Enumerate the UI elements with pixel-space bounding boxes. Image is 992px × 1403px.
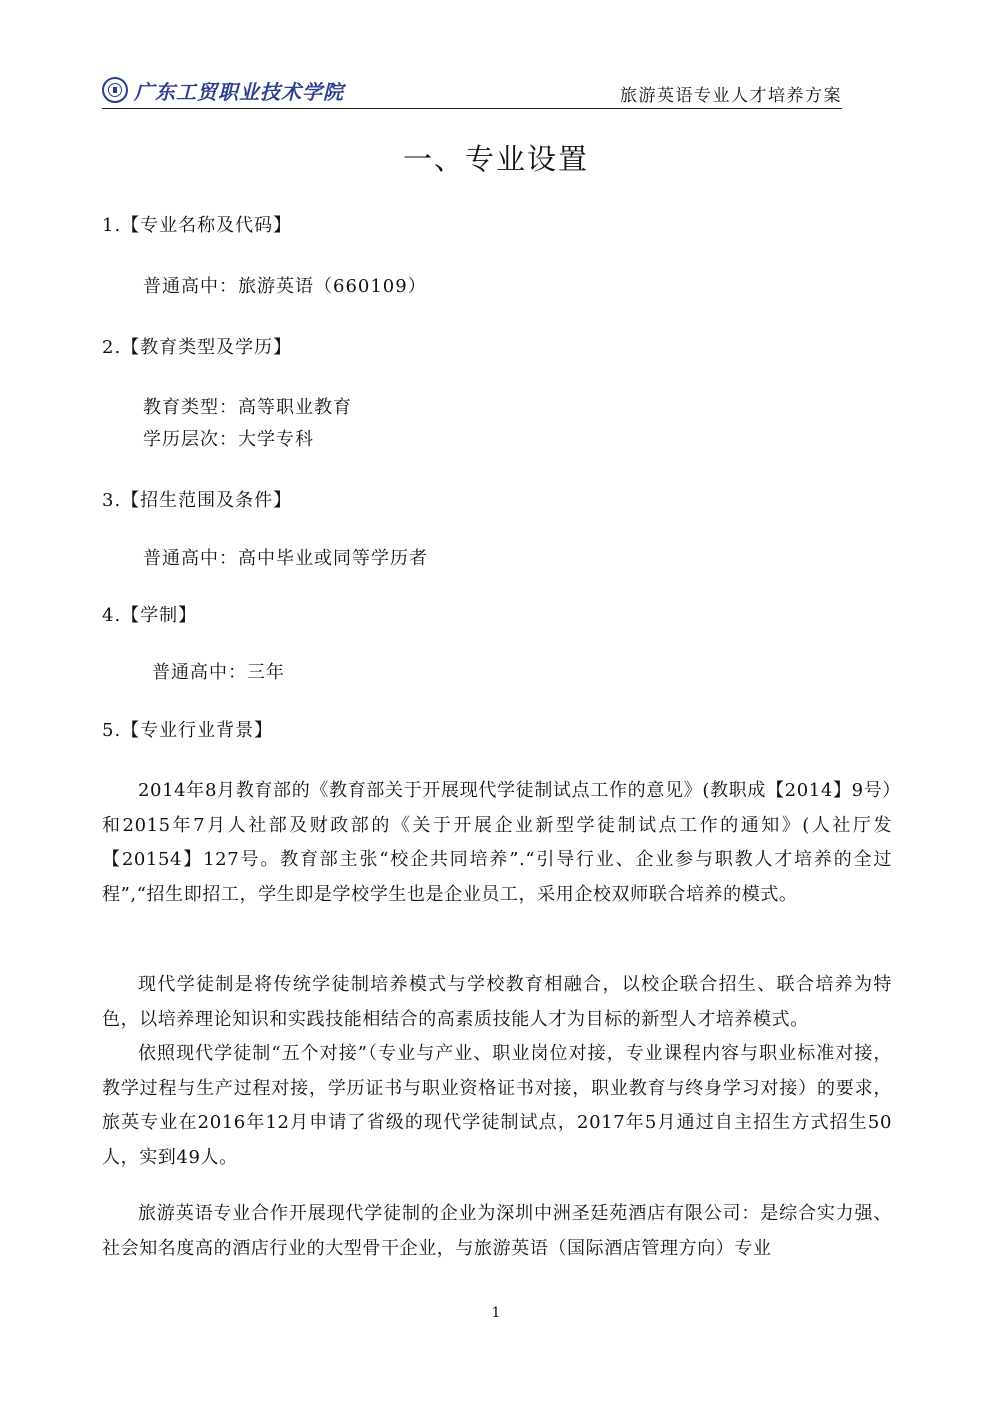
program-name-code: 普通高中：旅游英语（660109） [143,276,427,297]
background-paragraph-4: 旅游英语专业合作开展现代学徒制的企业为深圳中洲圣廷苑酒店有限公司：是综合实力强、社会知名度高的酒店行业的大型骨干企业，与旅游英语（国际酒店管理方向）专业 [102,1203,892,1259]
chapter-heading: 一、专业设置 [402,142,589,176]
document-title: 旅游英语专业人才培养方案 [620,86,842,106]
enrollment-scope: 普通高中：高中毕业或同等学历者 [143,548,428,569]
school-logo [102,76,344,104]
study-duration: 普通高中：三年 [152,662,285,683]
section-title-4: 4.【学制】 [102,605,198,626]
background-paragraph-2: 现代学徒制是将传统学徒制培养模式与学校教育相融合，以校企联合招生、联合培养为特色，以培养理论知识和实践技能相结合的高素质技能人才为目标的新型人才培养模式。 [102,974,892,1030]
background-paragraph-3: 依照现代学徒制“五个对接”（专业与产业、职业岗位对接，专业课程内容与职业标准对接，教学过程与生产过程对接，学历证书与职业资格证书对接，职业教育与终身学习对接）的要求，旅英专业在2016年12月申请了省级的现代学徒制试点，2017年5月通过自主招生方式招生50人，实到49人。 [102,1043,892,1168]
background-paragraph-1: 2014年8月教育部的《教育部关于开展现代学徒制试点工作的意见》(教职成【2014】9号）和2015年7月人社部及财政部的《关于开展企业新型学徒制试点工作的通知》(人社厅发【20154】127号。教育部主张“校企共同培养”.“引导行业、企业参与职教人才培养的全过程”,“招生即招工，学生即是学校学生也是企业员工，采用企校双师联合培养的模式。 [102,780,892,905]
section-title-5: 5.【专业行业背景】 [102,720,274,741]
section-title-2: 2.【教育类型及学历】 [102,337,293,358]
page-header [102,72,842,109]
section-title-1: 1.【专业名称及代码】 [102,215,293,236]
school-emblem-icon [102,77,128,103]
education-type: 教育类型：高等职业教育 [143,397,352,418]
school-name: 广东工贸职业技术学院 [134,79,344,104]
section-title-3: 3.【招生范围及条件】 [102,490,293,511]
education-level: 学历层次：大学专科 [143,429,314,450]
page-number: 1 [491,1305,501,1321]
